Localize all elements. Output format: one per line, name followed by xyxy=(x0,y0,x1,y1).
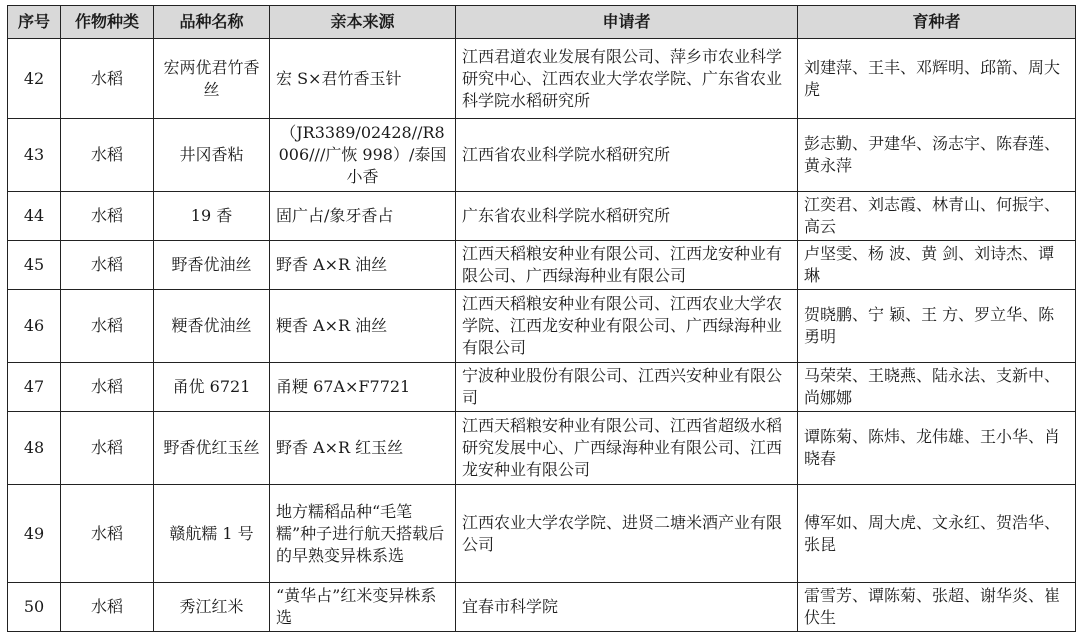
cell-applicant: 广东省农业科学院水稻研究所 xyxy=(456,192,798,241)
table-row xyxy=(8,583,1076,632)
cell-applicant: 江西天稻粮安种业有限公司、江西省超级水稻研究发展中心、广西绿海种业有限公司、江西龙安种业有限公司 xyxy=(456,412,798,485)
cell-parent: 宏 S×君竹香玉针 xyxy=(270,39,456,119)
cell-no: 47 xyxy=(8,363,61,412)
cell-crop: 水稻 xyxy=(61,412,154,485)
cell-variety: 粳香优油丝 xyxy=(154,290,270,363)
cell-crop: 水稻 xyxy=(61,241,154,290)
cell-parent: （JR3389/02428//R8006///广恢 998）/泰国小香 xyxy=(270,119,456,192)
table-row xyxy=(8,485,1076,583)
cell-variety: 井冈香粘 xyxy=(154,119,270,192)
cell-variety: 19 香 xyxy=(154,192,270,241)
cell-crop: 水稻 xyxy=(61,290,154,363)
cell-applicant: 江西天稻粮安种业有限公司、江西龙安种业有限公司、广西绿海种业有限公司 xyxy=(456,241,798,290)
header-variety: 品种名称 xyxy=(154,6,270,39)
cell-variety: 甬优 6721 xyxy=(154,363,270,412)
cell-parent: 野香 A×R 油丝 xyxy=(270,241,456,290)
cell-variety: 赣航糯 1 号 xyxy=(154,485,270,583)
header-breeder: 育种者 xyxy=(798,6,1076,39)
cell-crop: 水稻 xyxy=(61,39,154,119)
cell-applicant: 宜春市科学院 xyxy=(456,583,798,632)
cell-parent: 地方糯稻品种“毛笔糯”种子进行航天搭载后的早熟变异株系选 xyxy=(270,485,456,583)
table-row xyxy=(8,290,1076,363)
cell-parent: “黄华占”红米变异株系选 xyxy=(270,583,456,632)
header-crop: 作物种类 xyxy=(61,6,154,39)
table-row xyxy=(8,412,1076,485)
cell-no: 46 xyxy=(8,290,61,363)
cell-variety: 秀江红米 xyxy=(154,583,270,632)
cell-applicant: 江西君道农业发展有限公司、萍乡市农业科学研究中心、江西农业大学农学院、广东省农业科学院水稻研究所 xyxy=(456,39,798,119)
header-applicant: 申请者 xyxy=(456,6,798,39)
cell-breeder: 贺晓鹏、宁 颖、王 方、罗立华、陈勇明 xyxy=(798,290,1076,363)
cell-no: 48 xyxy=(8,412,61,485)
cell-no: 50 xyxy=(8,583,61,632)
table-row xyxy=(8,363,1076,412)
header-no: 序号 xyxy=(8,6,61,39)
table-row xyxy=(8,119,1076,192)
header-parent: 亲本来源 xyxy=(270,6,456,39)
table-row xyxy=(8,241,1076,290)
cell-no: 45 xyxy=(8,241,61,290)
table-row xyxy=(8,192,1076,241)
cell-applicant: 江西天稻粮安种业有限公司、江西农业大学农学院、江西龙安种业有限公司、广西绿海种业有限公司 xyxy=(456,290,798,363)
cell-crop: 水稻 xyxy=(61,485,154,583)
cell-crop: 水稻 xyxy=(61,363,154,412)
cell-breeder: 傅军如、周大虎、文永红、贺浩华、张昆 xyxy=(798,485,1076,583)
cell-parent: 固广占/象牙香占 xyxy=(270,192,456,241)
cell-breeder: 卢坚雯、杨 波、黄 剑、刘诗杰、谭 琳 xyxy=(798,241,1076,290)
table-header-row xyxy=(8,6,1076,39)
cell-breeder: 刘建萍、王丰、邓辉明、邱箭、周大虎 xyxy=(798,39,1076,119)
cell-crop: 水稻 xyxy=(61,119,154,192)
cell-parent: 粳香 A×R 油丝 xyxy=(270,290,456,363)
cell-no: 49 xyxy=(8,485,61,583)
cell-no: 44 xyxy=(8,192,61,241)
cell-applicant: 江西省农业科学院水稻研究所 xyxy=(456,119,798,192)
cell-breeder: 马荣荣、王晓燕、陆永法、支新中、尚娜娜 xyxy=(798,363,1076,412)
cell-applicant: 江西农业大学农学院、进贤二塘米酒产业有限公司 xyxy=(456,485,798,583)
cell-breeder: 彭志勤、尹建华、汤志宇、陈春莲、黄永萍 xyxy=(798,119,1076,192)
cell-crop: 水稻 xyxy=(61,583,154,632)
cell-breeder: 谭陈菊、陈炜、龙伟雄、王小华、肖晓春 xyxy=(798,412,1076,485)
cell-parent: 野香 A×R 红玉丝 xyxy=(270,412,456,485)
cell-variety: 宏两优君竹香丝 xyxy=(154,39,270,119)
cell-no: 43 xyxy=(8,119,61,192)
cell-applicant: 宁波种业股份有限公司、江西兴安种业有限公司 xyxy=(456,363,798,412)
table-row xyxy=(8,39,1076,119)
cell-variety: 野香优红玉丝 xyxy=(154,412,270,485)
cell-no: 42 xyxy=(8,39,61,119)
cell-breeder: 雷雪芳、谭陈菊、张超、谢华炎、崔伏生 xyxy=(798,583,1076,632)
cell-breeder: 江奕君、刘志霞、林青山、何振宇、高云 xyxy=(798,192,1076,241)
variety-table xyxy=(7,5,1076,632)
cell-crop: 水稻 xyxy=(61,192,154,241)
cell-parent: 甬粳 67A×F7721 xyxy=(270,363,456,412)
cell-variety: 野香优油丝 xyxy=(154,241,270,290)
